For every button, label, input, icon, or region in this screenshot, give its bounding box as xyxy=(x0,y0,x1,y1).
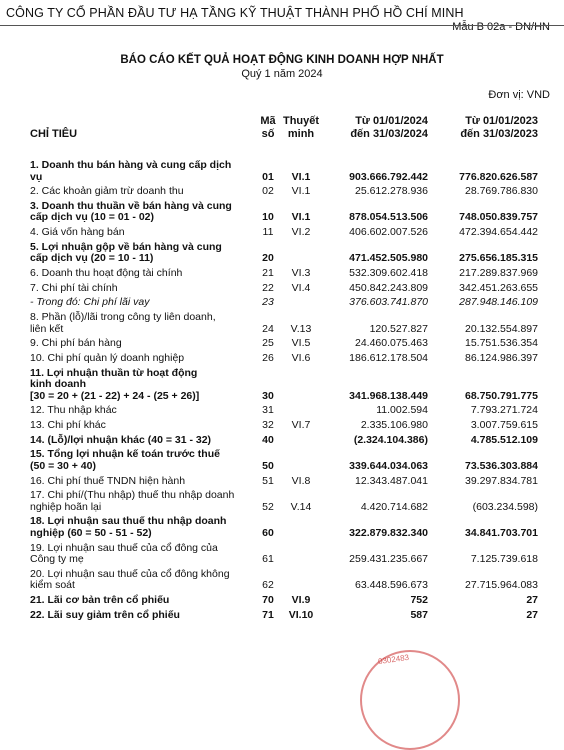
row-label: - Trong đó: Chi phí lãi vay xyxy=(30,296,150,309)
row-value-current: 63.448.596.673 xyxy=(355,579,428,592)
table-row xyxy=(0,312,564,335)
row-code: 25 xyxy=(262,337,274,350)
row-value-current: 2.335.106.980 xyxy=(360,418,428,431)
form-code: Mẫu B 02a - DN/HN xyxy=(452,21,550,33)
table-row xyxy=(0,297,564,309)
row-value-prior: 28.769.786.830 xyxy=(465,185,538,198)
row-value-prior: 3.007.759.615 xyxy=(470,418,538,431)
row-label: 8. Phần (lỗ)/lãi trong công ty liên doanh, liên kết xyxy=(30,311,216,335)
row-note: V.14 xyxy=(290,500,312,513)
row-value-prior: 27.715.964.083 xyxy=(465,579,538,592)
row-code: 50 xyxy=(262,459,274,472)
row-label: 13. Chi phí khác xyxy=(30,418,106,431)
row-code: 22 xyxy=(262,281,274,294)
column-header-code: Mã số xyxy=(260,115,276,140)
row-value-current: 450.842.243.809 xyxy=(349,281,428,294)
row-value-current: 471.452.505.980 xyxy=(349,252,428,265)
row-label: 5. Lợi nhuận gộp về bán hàng và cung cấp dịch vụ (20 = 10 - 11) xyxy=(30,240,222,265)
row-code: 71 xyxy=(262,608,274,621)
row-label: 11. Lợi nhuận thuần từ hoạt động kinh doanh [30 = 20 + (21 - 22) + 24 - (25 + 26)] xyxy=(30,366,200,402)
table-row xyxy=(0,242,564,265)
row-value-prior: 4.785.512.109 xyxy=(470,433,538,446)
row-note: VI.5 xyxy=(291,337,311,350)
table-row xyxy=(0,543,564,566)
row-code: 20 xyxy=(262,252,274,265)
column-header-note: Thuyết minh xyxy=(282,115,320,140)
row-note: VI.3 xyxy=(291,266,311,279)
report-period: Quý 1 năm 2024 xyxy=(241,68,323,80)
row-value-current: 587 xyxy=(410,608,428,621)
row-value-prior: 776.820.626.587 xyxy=(459,170,538,183)
row-code: 30 xyxy=(262,389,274,402)
column-header-current-period: Từ 01/01/2024 đến 31/03/2024 xyxy=(350,115,428,140)
row-label: 21. Lãi cơ bản trên cổ phiếu xyxy=(30,593,170,606)
row-label: 9. Chi phí bán hàng xyxy=(30,337,122,350)
row-value-prior: 7.125.739.618 xyxy=(470,553,538,566)
row-note: VI.1 xyxy=(291,170,311,183)
table-row xyxy=(0,476,564,488)
row-note: VI.9 xyxy=(291,593,311,606)
row-note: V.13 xyxy=(290,322,312,335)
row-value-current: 11.002.594 xyxy=(376,404,428,417)
row-note: VI.1 xyxy=(291,211,311,224)
company-name: CÔNG TY CỔ PHẦN ĐẦU TƯ HẠ TẦNG KỸ THUẬT THÀNH PHỐ HỒ CHÍ MINH xyxy=(6,6,464,20)
row-value-prior: 287.948.146.109 xyxy=(459,296,538,309)
row-code: 51 xyxy=(262,474,274,487)
income-statement-table xyxy=(0,160,564,621)
row-label: 22. Lãi suy giảm trên cổ phiếu xyxy=(30,608,180,621)
row-code: 24 xyxy=(262,322,274,335)
row-code: 21 xyxy=(262,266,274,279)
table-row xyxy=(0,420,564,432)
row-label: 2. Các khoản giảm trừ doanh thu xyxy=(30,185,184,198)
row-value-prior: 39.297.834.781 xyxy=(465,474,538,487)
table-row xyxy=(0,353,564,365)
row-label: 12. Thu nhập khác xyxy=(30,404,117,417)
row-value-prior: (603.234.598) xyxy=(472,500,538,513)
row-value-prior: 73.536.303.884 xyxy=(465,459,538,472)
table-row xyxy=(0,405,564,417)
table-row xyxy=(0,449,564,472)
row-value-prior: 15.751.536.354 xyxy=(465,337,538,350)
row-value-prior: 217.289.837.969 xyxy=(459,266,538,279)
row-value-current: 376.603.741.870 xyxy=(349,296,428,309)
row-code: 11 xyxy=(262,226,274,239)
row-label: 16. Chi phí thuế TNDN hiện hành xyxy=(30,474,186,487)
row-label: 1. Doanh thu bán hàng và cung cấp dịch vụ xyxy=(30,159,232,183)
row-value-prior: 34.841.703.701 xyxy=(465,526,538,539)
row-label: 18. Lợi nhuận sau thuế thu nhập doanh nghiệp (60 = 50 - 51 - 52) xyxy=(30,515,227,539)
row-code: 02 xyxy=(262,185,274,198)
row-label: 3. Doanh thu thuần về bán hàng và cung cấp dịch vụ (10 = 01 - 02) xyxy=(30,199,232,224)
row-value-prior: 7.793.271.724 xyxy=(470,404,538,417)
table-row xyxy=(0,368,564,403)
row-label: 14. (Lỗ)/lợi nhuận khác (40 = 31 - 32) xyxy=(30,433,212,446)
table-row xyxy=(0,186,564,198)
row-value-current: 322.879.832.340 xyxy=(349,526,428,539)
row-value-prior: 86.124.986.397 xyxy=(465,351,538,364)
row-value-current: 186.612.178.504 xyxy=(349,351,428,364)
row-value-current: 752 xyxy=(410,593,428,606)
row-value-prior: 748.050.839.757 xyxy=(459,211,538,224)
row-label: 6. Doanh thu hoạt động tài chính xyxy=(30,266,183,279)
company-seal-text: 0302483 xyxy=(377,652,410,667)
row-value-prior: 27 xyxy=(526,608,538,621)
row-note: VI.2 xyxy=(291,226,311,239)
row-note: VI.8 xyxy=(291,474,311,487)
row-note: VI.4 xyxy=(291,281,311,294)
row-value-prior: 275.656.185.315 xyxy=(459,252,538,265)
column-header-prior-period: Từ 01/01/2023 đến 31/03/2023 xyxy=(460,115,538,140)
row-value-prior: 68.750.791.775 xyxy=(465,389,538,402)
row-label: 19. Lợi nhuận sau thuế của cổ đông của Công ty mẹ xyxy=(30,541,218,566)
report-title: BÁO CÁO KẾT QUẢ HOẠT ĐỘNG KINH DOANH HỢP NHẤT xyxy=(120,54,444,66)
row-code: 52 xyxy=(262,500,274,513)
table-row xyxy=(0,595,564,607)
row-code: 61 xyxy=(262,553,274,566)
row-code: 62 xyxy=(262,579,274,592)
row-label: 4. Giá vốn hàng bán xyxy=(30,226,125,239)
row-label: 20. Lợi nhuận sau thuế của cổ đông không kiểm soát xyxy=(30,567,230,592)
row-code: 60 xyxy=(262,526,274,539)
table-row xyxy=(0,516,564,539)
row-label: 15. Tổng lợi nhuận kế toán trước thuế (50 = 30 + 40) xyxy=(30,448,220,472)
table-row xyxy=(0,338,564,350)
row-note: VI.1 xyxy=(291,185,311,198)
row-code: 40 xyxy=(262,433,274,446)
row-note: VI.7 xyxy=(291,418,311,431)
row-value-prior: 27 xyxy=(526,593,538,606)
table-row xyxy=(0,490,564,513)
row-value-current: 12.343.487.041 xyxy=(355,474,428,487)
row-code: 10 xyxy=(262,211,274,224)
table-row xyxy=(0,610,564,622)
row-value-current: 406.602.007.526 xyxy=(349,226,428,239)
row-value-current: 341.968.138.449 xyxy=(349,389,428,402)
row-label: 10. Chi phí quản lý doanh nghiệp xyxy=(30,351,185,364)
row-code: 23 xyxy=(262,296,274,309)
company-seal xyxy=(360,650,460,750)
row-label: 17. Chi phí/(Thu nhập) thuế thu nhập doanh nghiệp hoãn lại xyxy=(30,489,235,513)
row-code: 32 xyxy=(262,418,274,431)
row-label: 7. Chi phí tài chính xyxy=(30,281,118,294)
row-value-current: 4.420.714.682 xyxy=(360,500,428,513)
row-value-current: 259.431.235.667 xyxy=(349,553,428,566)
table-row xyxy=(0,283,564,295)
row-value-prior: 472.394.654.442 xyxy=(459,226,538,239)
row-code: 70 xyxy=(262,593,274,606)
row-code: 26 xyxy=(262,351,274,364)
row-value-prior: 342.451.263.655 xyxy=(459,281,538,294)
table-row xyxy=(0,201,564,224)
row-value-current: 532.309.602.418 xyxy=(349,266,428,279)
row-value-current: 120.527.827 xyxy=(369,322,428,335)
row-code: 31 xyxy=(262,404,274,417)
table-row xyxy=(0,435,564,447)
row-value-current: 25.612.278.936 xyxy=(355,185,428,198)
row-value-current: 903.666.792.442 xyxy=(349,170,428,183)
row-value-prior: 20.132.554.897 xyxy=(465,322,538,335)
table-row xyxy=(0,160,564,183)
row-code: 01 xyxy=(262,170,274,183)
table-row xyxy=(0,268,564,280)
column-header-item: CHỈ TIÊU xyxy=(30,128,78,140)
currency-unit: Đơn vị: VND xyxy=(488,89,550,101)
header-divider xyxy=(0,25,564,26)
table-row xyxy=(0,569,564,592)
row-value-current: 24.460.075.463 xyxy=(355,337,428,350)
row-value-current: 339.644.034.063 xyxy=(349,459,428,472)
row-note: VI.10 xyxy=(288,608,314,621)
row-value-current: (2.324.104.386) xyxy=(353,433,428,446)
row-value-current: 878.054.513.506 xyxy=(349,211,428,224)
table-row xyxy=(0,227,564,239)
row-note: VI.6 xyxy=(291,351,311,364)
